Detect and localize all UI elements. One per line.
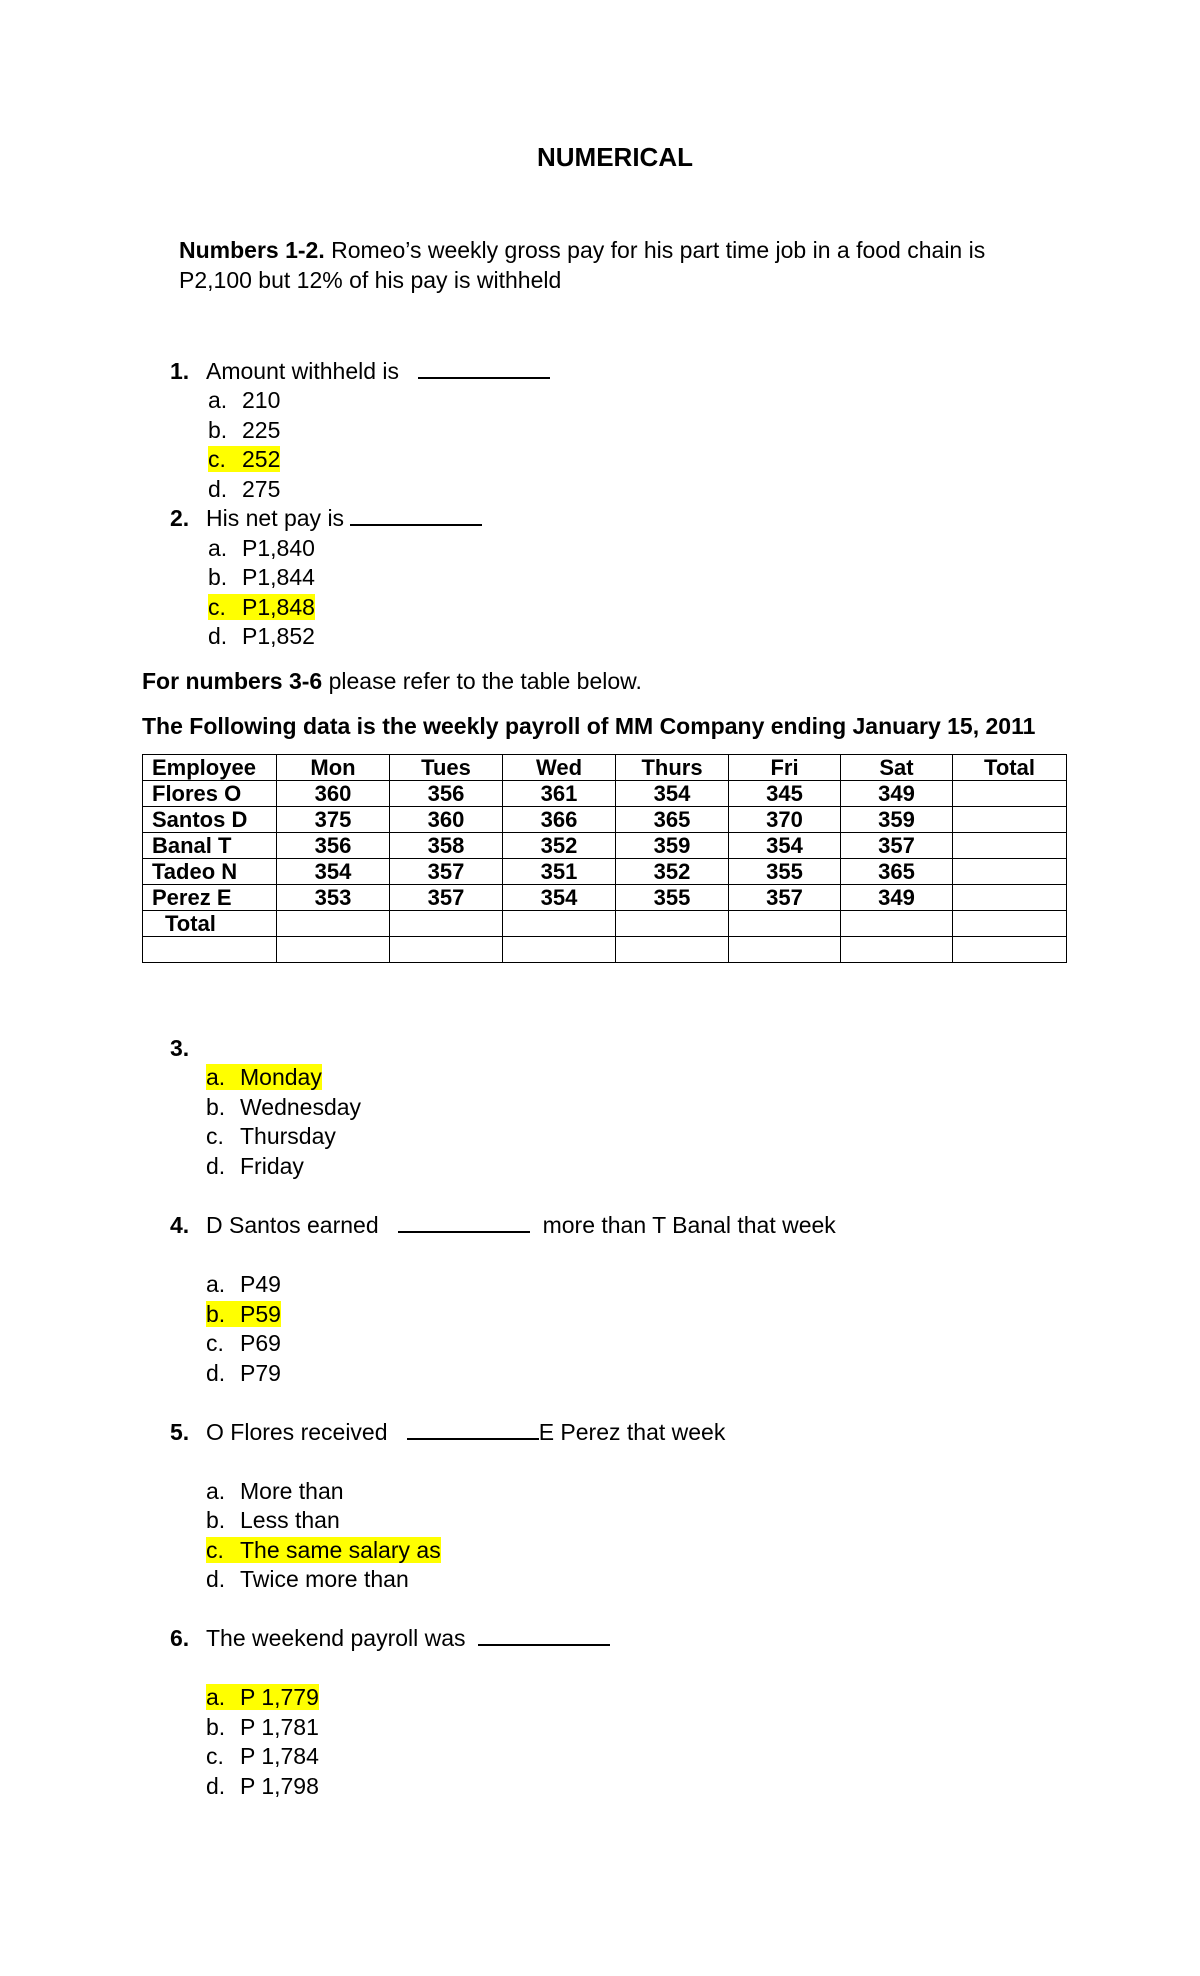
table-cell: 354	[277, 859, 390, 885]
employee-name: Flores O	[143, 781, 277, 807]
page-title: NUMERICAL	[537, 142, 693, 172]
table-cell: 370	[729, 807, 841, 833]
question-3	[170, 1034, 206, 1063]
table-cell: 349	[841, 885, 953, 911]
table-cell	[616, 937, 729, 963]
total-label: Total	[143, 911, 277, 937]
option-5c	[206, 1536, 441, 1565]
option-3a	[206, 1063, 322, 1092]
option-2a: a. P1,840	[208, 535, 315, 561]
employee-name: Perez E	[143, 885, 277, 911]
table-cell	[953, 911, 1067, 937]
table-row	[143, 833, 1067, 859]
table-cell: 359	[616, 833, 729, 859]
highlighted-answer: c. P1,848	[208, 594, 315, 620]
table-cell: 365	[841, 859, 953, 885]
table-cell: 361	[503, 781, 616, 807]
table-cell: 354	[729, 833, 841, 859]
table-cell	[277, 911, 390, 937]
table-cell: 354	[503, 885, 616, 911]
option-5d: d. Twice more than	[206, 1566, 409, 1592]
table-cell: 355	[616, 885, 729, 911]
intro-line-2: P2,100 but 12% of his pay is withheld	[179, 267, 562, 293]
table-cell	[277, 937, 390, 963]
table-cell	[841, 911, 953, 937]
header-cell: Mon	[277, 755, 390, 781]
table-cell: 358	[390, 833, 503, 859]
header-cell: Fri	[729, 755, 841, 781]
question-number: 4.	[170, 1212, 190, 1238]
table-total-row	[143, 911, 1067, 937]
payroll-table	[142, 754, 1067, 963]
header-cell: Employee	[143, 755, 277, 781]
answer-blank	[478, 1624, 610, 1646]
total-cell	[953, 833, 1067, 859]
option-5a: a. More than	[206, 1478, 344, 1504]
table-title: The Following data is the weekly payroll of MM Company ending January 15, 2011	[142, 713, 1036, 739]
intro-line-1	[179, 236, 985, 265]
option-6d: d. P 1,798	[206, 1773, 319, 1799]
table-header-row	[143, 755, 1067, 781]
table-cell: 355	[729, 859, 841, 885]
answer-blank	[398, 1211, 530, 1233]
table-row	[143, 807, 1067, 833]
header-cell: Sat	[841, 755, 953, 781]
table-cell: 357	[841, 833, 953, 859]
table-cell: 359	[841, 807, 953, 833]
table-cell: 357	[729, 885, 841, 911]
question-number: 5.	[170, 1419, 190, 1445]
highlighted-answer: b. P59	[206, 1301, 281, 1327]
highlighted-answer: a. P 1,779	[206, 1684, 319, 1710]
table-row	[143, 781, 1067, 807]
table-row	[143, 859, 1067, 885]
intro-bold: Numbers 1-2.	[179, 237, 325, 263]
option-5b: b. Less than	[206, 1507, 340, 1533]
total-cell	[953, 885, 1067, 911]
question-text: His net pay is	[206, 505, 345, 531]
option-2c	[208, 593, 315, 622]
table-cell	[503, 911, 616, 937]
highlighted-answer: c. The same salary as	[206, 1537, 441, 1563]
option-3d: d. Friday	[206, 1153, 304, 1179]
question-number: 6.	[170, 1625, 190, 1651]
total-cell	[953, 859, 1067, 885]
table-cell	[729, 911, 841, 937]
option-4c: c. P69	[206, 1330, 281, 1356]
highlighted-answer: a. Monday	[206, 1064, 322, 1090]
question-text: Amount withheld is	[206, 358, 400, 384]
question-5: 5. O Flores received E Perez that week	[170, 1419, 726, 1445]
option-1a: a. 210	[208, 387, 281, 413]
table-cell: 366	[503, 807, 616, 833]
highlighted-answer: c. 252	[208, 446, 281, 472]
table-cell: 345	[729, 781, 841, 807]
table-cell	[390, 911, 503, 937]
table-cell: 349	[841, 781, 953, 807]
option-6c: c. P 1,784	[206, 1743, 319, 1769]
option-1b: b. 225	[208, 417, 281, 443]
option-4a: a. P49	[206, 1271, 281, 1297]
table-cell	[616, 911, 729, 937]
table-cell: 352	[616, 859, 729, 885]
option-6a	[206, 1683, 319, 1712]
option-2b: b. P1,844	[208, 564, 315, 590]
table-cell: 357	[390, 885, 503, 911]
header-cell: Thurs	[616, 755, 729, 781]
option-1c	[208, 445, 280, 474]
table-cell: 357	[390, 859, 503, 885]
total-cell	[953, 781, 1067, 807]
question-number: 3.	[170, 1035, 190, 1061]
header-cell: Wed	[503, 755, 616, 781]
question-number: 1.	[170, 358, 190, 384]
option-3c: c. Thursday	[206, 1123, 336, 1149]
table-row	[143, 885, 1067, 911]
table-cell	[729, 937, 841, 963]
employee-name: Banal T	[143, 833, 277, 859]
answer-blank	[350, 504, 482, 526]
table-cell: 360	[390, 807, 503, 833]
answer-blank	[407, 1418, 539, 1440]
table-cell: 375	[277, 807, 390, 833]
table-cell	[143, 937, 277, 963]
option-2d: d. P1,852	[208, 623, 315, 649]
table-cell: 352	[503, 833, 616, 859]
intro-text: Romeo’s weekly gross pay for his part time job in a food chain is	[324, 237, 986, 263]
option-4b	[206, 1300, 281, 1329]
header-cell: Total	[953, 755, 1067, 781]
table-cell	[841, 937, 953, 963]
option-3b: b. Wednesday	[206, 1094, 362, 1120]
table-cell	[953, 937, 1067, 963]
header-cell: Tues	[390, 755, 503, 781]
table-cell: 360	[277, 781, 390, 807]
table-cell: 351	[503, 859, 616, 885]
table-cell: 356	[277, 833, 390, 859]
table-cell: 365	[616, 807, 729, 833]
employee-name: Tadeo N	[143, 859, 277, 885]
table-cell	[503, 937, 616, 963]
question-2	[170, 504, 482, 533]
question-6: 6. The weekend payroll was	[170, 1624, 610, 1653]
table-cell	[390, 937, 503, 963]
total-cell	[953, 807, 1067, 833]
table-empty-row	[143, 937, 1067, 963]
answer-blank	[418, 357, 550, 379]
table-cell: 356	[390, 781, 503, 807]
question-number: 2.	[170, 505, 190, 531]
table-cell: 353	[277, 885, 390, 911]
option-4d: d. P79	[206, 1360, 281, 1386]
employee-name: Santos D	[143, 807, 277, 833]
option-6b: b. P 1,781	[206, 1714, 319, 1740]
table-cell: 354	[616, 781, 729, 807]
question-4: 4. D Santos earned more than T Banal that week	[170, 1212, 836, 1238]
question-1	[170, 357, 550, 386]
option-1d: d. 275	[208, 476, 281, 502]
refer-line: For numbers 3-6 please refer to the table below.	[142, 668, 642, 694]
